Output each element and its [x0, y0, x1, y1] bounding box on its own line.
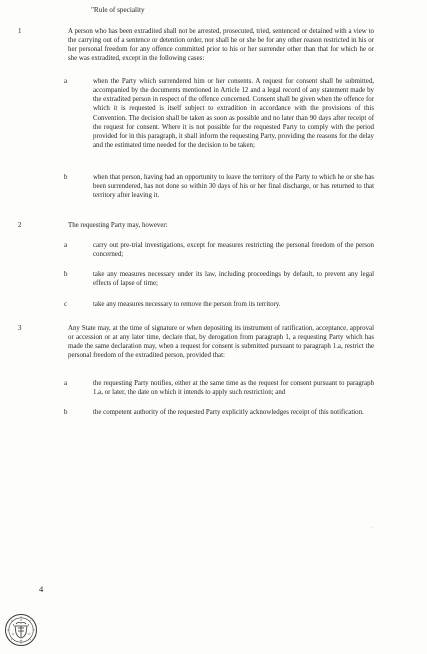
subparagraph-text: take any measures necessary to remove the person from its territory.	[93, 301, 281, 308]
subparagraph-2b	[64, 270, 374, 288]
subparagraph-text: carry out pre-trial investigations, except for measures restricting the personal freedom of the person concerned;	[93, 242, 374, 259]
subparagraph-letter: b	[64, 409, 68, 416]
subparagraph-text: when that person, having had an opportunity to leave the territory of the Party to which he or she has been surrendered, has not done so within 30 days of his or her final discharge, or has returned to that territory after leaving it.	[93, 174, 374, 200]
subparagraph-2c	[64, 300, 374, 309]
subparagraph-letter: a	[64, 242, 68, 249]
article-title: "Rule of speciality	[91, 6, 145, 14]
subparagraph-letter: c	[64, 301, 68, 308]
paragraph-text: Any State may, at the time of signature or when depositing its instrument of ratification, acceptance, approval or accession or at any later time, declare that, by derogation from paragraph 1, a requesting Party which has made the same declaration may, when a request for consent is submitted pursuant to paragraph 1.a, restrict the personal freedom of the extradited person, provided that:	[68, 325, 374, 360]
subparagraph-text: the requesting Party notifies, either at the same time as the request for consent pursuant to paragraph 1.a, or later, the date on which it intends to apply such restriction; and	[93, 380, 374, 397]
paragraph-number: 3	[18, 325, 22, 332]
paragraph-text: The requesting Party may, however:	[68, 222, 168, 229]
subparagraph-letter: a	[64, 380, 68, 387]
subparagraph-2a	[64, 241, 374, 259]
paragraph-number: 1	[18, 28, 22, 35]
paragraph-number: 2	[18, 222, 22, 229]
subparagraph-letter: b	[64, 174, 68, 181]
subparagraph-text: the competent authority of the requested Party explicitly acknowledges receipt of this notification.	[93, 409, 364, 416]
subparagraph-text: take any measures necessary under its law, including proceedings by default, to prevent any legal effects of lapse of time;	[93, 271, 374, 288]
subparagraph-3b	[64, 408, 374, 417]
subparagraph-letter: b	[64, 271, 68, 278]
subparagraph-letter: a	[64, 78, 68, 85]
paragraph-2	[18, 221, 374, 230]
subparagraph-1b	[64, 173, 374, 200]
official-seal-stamp-icon	[4, 613, 38, 647]
subparagraph-3a	[64, 379, 374, 397]
paragraph-1	[18, 27, 374, 64]
subparagraph-text: when the Party which surrendered him or her consents. A request for consent shall be submitted, accompanied by the documents mentioned in Article 12 and a legal record of any statement made by the extradited person in respect of the offence concerned. Consent shall be given when the offence for which it is requested is itself subject to extradition in accordance with the provisions of this Convention. The decision shall be taken as soon as possible and no later than 90 days after receipt of the request for consent. Where it is not possible for the requested Party to comply with the period provided for in this paragraph, it shall inform the requesting Party, providing the reasons for the delay and the estimated time needed for the decision to be taken;	[93, 78, 374, 150]
page-number: 4	[39, 584, 44, 594]
subparagraph-1a	[64, 77, 374, 150]
paragraph-3	[18, 324, 374, 361]
margin-mark: ·	[371, 526, 373, 531]
paragraph-text: A person who has been extradited shall not be arrested, prosecuted, tried, sentenced or detained with a view to the carrying out of a sentence or detention order, nor shall he or she be for any other reason restricted in his or her personal freedom for any offence committed prior to his or her surrender other than that for which he or she was extradited, except in the following cases:	[68, 28, 374, 63]
